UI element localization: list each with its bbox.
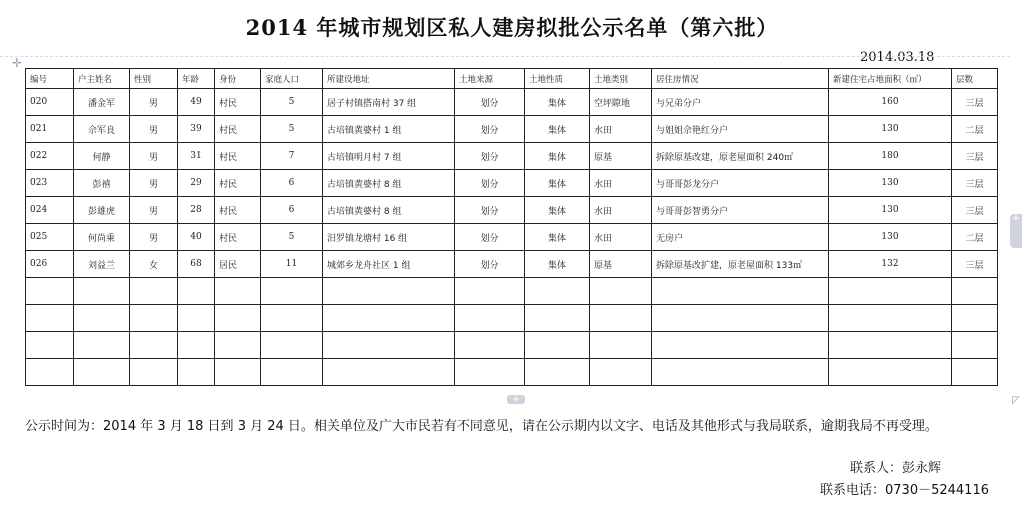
table-cell: 村民 xyxy=(215,170,261,197)
table-cell: 原基 xyxy=(590,143,652,170)
table-cell: 集体 xyxy=(525,170,590,197)
table-row xyxy=(26,197,998,224)
empty-cell xyxy=(323,305,455,332)
table-cell: 原基 xyxy=(590,251,652,278)
applicant-table xyxy=(25,68,998,386)
empty-cell xyxy=(26,332,74,359)
table-cell: 三层 xyxy=(952,143,998,170)
table-cell: 130 xyxy=(829,224,952,251)
table-cell: 集体 xyxy=(525,89,590,116)
empty-cell xyxy=(590,359,652,386)
empty-cell xyxy=(323,332,455,359)
empty-cell xyxy=(178,305,215,332)
empty-cell xyxy=(74,359,130,386)
table-header-row xyxy=(26,69,998,89)
table-cell: 彭雄虎 xyxy=(74,197,130,224)
empty-cell xyxy=(590,305,652,332)
empty-cell xyxy=(652,332,829,359)
table-cell: 集体 xyxy=(525,116,590,143)
empty-cell xyxy=(455,332,525,359)
empty-cell xyxy=(455,359,525,386)
table-cell: 划分 xyxy=(455,143,525,170)
empty-cell xyxy=(952,359,998,386)
table-row xyxy=(26,143,998,170)
empty-cell xyxy=(952,278,998,305)
empty-cell xyxy=(261,332,323,359)
plus-resize-icon[interactable]: + xyxy=(1010,214,1022,248)
header-cell: 土地类别 xyxy=(590,69,652,89)
table-cell: 49 xyxy=(178,89,215,116)
table-cell: 130 xyxy=(829,197,952,224)
page-margin-line xyxy=(0,56,1010,57)
empty-cell xyxy=(74,305,130,332)
table-cell: 5 xyxy=(261,89,323,116)
page-title: 2014 年城市规划区私人建房拟批公示名单（第六批） xyxy=(245,15,779,40)
empty-cell xyxy=(74,278,130,305)
empty-cell xyxy=(952,332,998,359)
notice-date: 2014.03.18 xyxy=(860,50,935,65)
table-cell: 城郊乡龙舟社区 1 组 xyxy=(323,251,455,278)
table-cell: 023 xyxy=(26,170,74,197)
table-cell: 佘军良 xyxy=(74,116,130,143)
empty-cell xyxy=(74,332,130,359)
table-cell: 男 xyxy=(130,143,178,170)
table-cell: 68 xyxy=(178,251,215,278)
header-cell: 户主姓名 xyxy=(74,69,130,89)
table-cell: 村民 xyxy=(215,143,261,170)
table-cell: 汨罗镇龙塘村 16 组 xyxy=(323,224,455,251)
header-cell: 土地来源 xyxy=(455,69,525,89)
table-cell: 拆除原基改扩建，原老屋面积 133㎡ xyxy=(652,251,829,278)
empty-cell xyxy=(323,278,455,305)
notice-text: 公示时间为：2014 年 3 月 18 日到 3 月 24 日。相关单位及广大市民若有不同意见，请在公示期内以文字、电话及其他形式与我局联系，逾期我局不再受理。 xyxy=(25,419,938,434)
table-cell: 020 xyxy=(26,89,74,116)
empty-cell xyxy=(26,359,74,386)
header-cell: 居住房情况 xyxy=(652,69,829,89)
empty-cell xyxy=(130,278,178,305)
table-cell: 39 xyxy=(178,116,215,143)
empty-cell xyxy=(652,278,829,305)
table-cell: 何尚乘 xyxy=(74,224,130,251)
table-cell: 130 xyxy=(829,170,952,197)
table-cell: 古培镇黄婆村 1 组 xyxy=(323,116,455,143)
empty-cell xyxy=(215,278,261,305)
empty-cell xyxy=(829,305,952,332)
table-cell: 二层 xyxy=(952,116,998,143)
table-cell: 居子村镇搭南村 37 组 xyxy=(323,89,455,116)
header-cell: 所建设地址 xyxy=(323,69,455,89)
table-cell: 28 xyxy=(178,197,215,224)
table-cell: 居民 xyxy=(215,251,261,278)
empty-cell xyxy=(130,359,178,386)
table-cell: 水田 xyxy=(590,197,652,224)
table-cell: 022 xyxy=(26,143,74,170)
empty-cell xyxy=(455,305,525,332)
table-cell: 男 xyxy=(130,224,178,251)
table-cell: 与兄弟分户 xyxy=(652,89,829,116)
empty-cell xyxy=(525,359,590,386)
table-cell: 划分 xyxy=(455,116,525,143)
table-cell: 村民 xyxy=(215,116,261,143)
table-cell: 与哥哥彭龙分户 xyxy=(652,170,829,197)
empty-cell xyxy=(525,332,590,359)
header-cell: 编号 xyxy=(26,69,74,89)
table-cell: 021 xyxy=(26,116,74,143)
empty-table-row xyxy=(26,278,998,305)
empty-cell xyxy=(590,278,652,305)
table-cell: 5 xyxy=(261,224,323,251)
move-handle-icon[interactable]: ✛ xyxy=(12,56,23,70)
table-cell: 空坪隙地 xyxy=(590,89,652,116)
table-cell: 水田 xyxy=(590,170,652,197)
empty-cell xyxy=(26,305,74,332)
table-cell: 025 xyxy=(26,224,74,251)
header-cell: 土地性质 xyxy=(525,69,590,89)
table-cell: 11 xyxy=(261,251,323,278)
empty-cell xyxy=(130,332,178,359)
table-cell: 29 xyxy=(178,170,215,197)
table-cell: 40 xyxy=(178,224,215,251)
table-cell: 6 xyxy=(261,197,323,224)
table-row xyxy=(26,251,998,278)
empty-table-row xyxy=(26,359,998,386)
table-cell: 男 xyxy=(130,197,178,224)
table-row xyxy=(26,224,998,251)
empty-cell xyxy=(261,305,323,332)
empty-cell xyxy=(652,359,829,386)
table-cell: 集体 xyxy=(525,224,590,251)
table-cell: 男 xyxy=(130,89,178,116)
header-cell: 新建住宅占地面积（㎡） xyxy=(829,69,952,89)
empty-cell xyxy=(829,359,952,386)
table-cell: 男 xyxy=(130,170,178,197)
table-cell: 6 xyxy=(261,170,323,197)
table-row xyxy=(26,116,998,143)
table-cell: 划分 xyxy=(455,251,525,278)
empty-cell xyxy=(130,305,178,332)
table-cell: 与姐姐佘艳红分户 xyxy=(652,116,829,143)
table-cell: 三层 xyxy=(952,89,998,116)
plus-resize-icon[interactable]: + xyxy=(507,395,525,404)
table-cell: 潘金军 xyxy=(74,89,130,116)
table-cell: 无房户 xyxy=(652,224,829,251)
header-cell: 家庭人口 xyxy=(261,69,323,89)
table-cell: 026 xyxy=(26,251,74,278)
empty-cell xyxy=(829,278,952,305)
table-row xyxy=(26,89,998,116)
table-cell: 180 xyxy=(829,143,952,170)
table-cell: 024 xyxy=(26,197,74,224)
table-cell: 31 xyxy=(178,143,215,170)
table-cell: 集体 xyxy=(525,197,590,224)
empty-cell xyxy=(178,359,215,386)
table-cell: 7 xyxy=(261,143,323,170)
table-cell: 集体 xyxy=(525,251,590,278)
table-cell: 160 xyxy=(829,89,952,116)
table-cell: 二层 xyxy=(952,224,998,251)
empty-table-row xyxy=(26,305,998,332)
table-cell: 划分 xyxy=(455,197,525,224)
table-cell: 水田 xyxy=(590,224,652,251)
resize-corner-icon[interactable]: ◸ xyxy=(1012,395,1020,406)
table-cell: 三层 xyxy=(952,170,998,197)
table-cell: 古培镇明月村 7 组 xyxy=(323,143,455,170)
table-cell: 男 xyxy=(130,116,178,143)
empty-cell xyxy=(178,278,215,305)
table-cell: 水田 xyxy=(590,116,652,143)
header-cell: 年龄 xyxy=(178,69,215,89)
table-cell: 132 xyxy=(829,251,952,278)
empty-cell xyxy=(215,305,261,332)
table-cell: 三层 xyxy=(952,197,998,224)
table-row xyxy=(26,170,998,197)
header-cell: 层数 xyxy=(952,69,998,89)
header-cell: 身份 xyxy=(215,69,261,89)
table-cell: 130 xyxy=(829,116,952,143)
empty-cell xyxy=(952,305,998,332)
empty-cell xyxy=(178,332,215,359)
table-cell: 三层 xyxy=(952,251,998,278)
table-cell: 5 xyxy=(261,116,323,143)
table-cell: 村民 xyxy=(215,89,261,116)
table-cell: 划分 xyxy=(455,224,525,251)
table-cell: 古培镇黄婆村 8 组 xyxy=(323,170,455,197)
table-cell: 拆除原基改建，原老屋面积 240㎡ xyxy=(652,143,829,170)
empty-cell xyxy=(829,332,952,359)
table-cell: 集体 xyxy=(525,143,590,170)
table-cell: 村民 xyxy=(215,224,261,251)
empty-cell xyxy=(652,305,829,332)
table-cell: 何静 xyxy=(74,143,130,170)
empty-cell xyxy=(261,359,323,386)
table-cell: 划分 xyxy=(455,170,525,197)
empty-cell xyxy=(215,332,261,359)
table-cell: 与哥哥彭智勇分户 xyxy=(652,197,829,224)
header-cell: 性别 xyxy=(130,69,178,89)
contact-person: 联系人：彭永辉 xyxy=(850,461,942,476)
empty-cell xyxy=(525,278,590,305)
empty-cell xyxy=(455,278,525,305)
contact-phone: 联系电话：0730－5244116 xyxy=(820,483,989,498)
empty-cell xyxy=(261,278,323,305)
empty-table-row xyxy=(26,332,998,359)
table-cell: 村民 xyxy=(215,197,261,224)
table-cell: 古培镇黄婆村 8 组 xyxy=(323,197,455,224)
table-cell: 划分 xyxy=(455,89,525,116)
empty-cell xyxy=(215,359,261,386)
empty-cell xyxy=(323,359,455,386)
empty-cell xyxy=(525,305,590,332)
empty-cell xyxy=(26,278,74,305)
table-cell: 刘益兰 xyxy=(74,251,130,278)
empty-cell xyxy=(590,332,652,359)
table-cell: 彭禧 xyxy=(74,170,130,197)
table-cell: 女 xyxy=(130,251,178,278)
